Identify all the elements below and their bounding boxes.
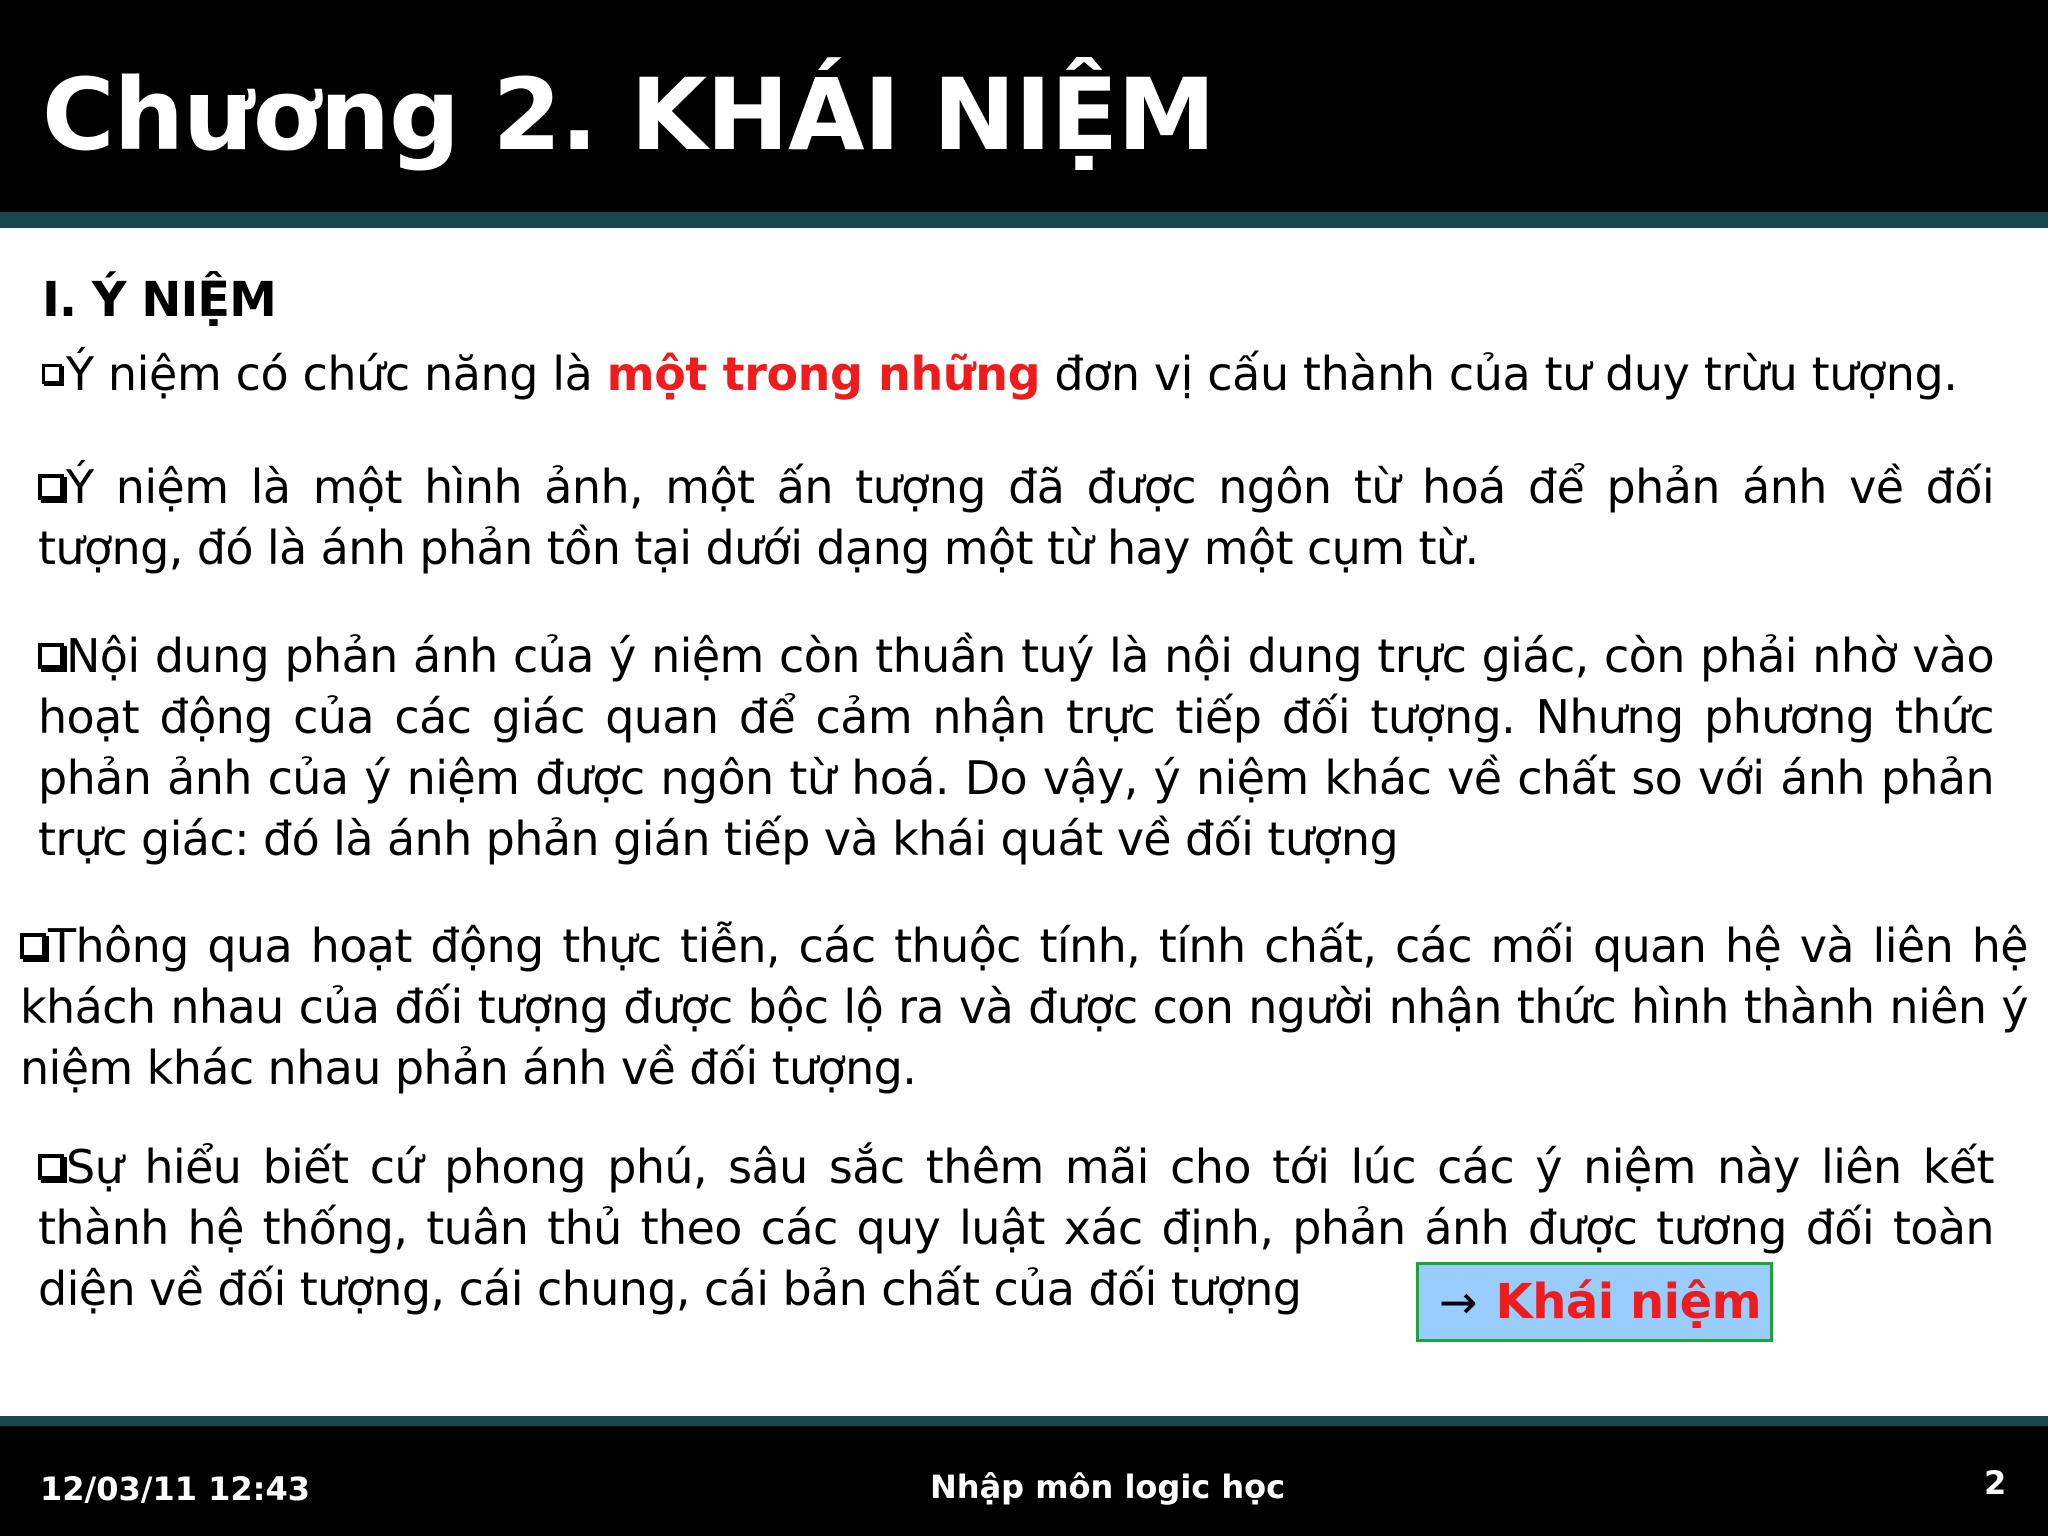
hollow-square-bullet-icon <box>42 364 62 384</box>
hollow-square-bullet-icon <box>38 474 64 500</box>
paragraph-1-highlight: một trong những <box>606 347 1041 401</box>
paragraph-5-text: Sự hiểu biết cứ phong phú, sâu sắc thêm mãi cho tới lúc các ý niệm này liên kết thành hệ thống, tuân thủ theo các quy luật xác định, phản ánh được tương đối toàn diện về đối tượng, cái chung, cái bản chất của đối tượng <box>38 1140 1994 1316</box>
paragraph-2 <box>38 457 1994 579</box>
slide-title: Chương 2. KHÁI NIỆM <box>42 58 1215 173</box>
paragraph-1-text-after: đơn vị cấu thành của tư duy trừu tượng. <box>1040 347 1958 401</box>
hollow-square-bullet-icon <box>38 1154 64 1180</box>
footer-divider <box>0 1416 2048 1426</box>
slide-footer <box>0 1426 2048 1536</box>
right-arrow-icon: → <box>1439 1275 1478 1329</box>
section-title: I. Ý NIỆM <box>42 272 276 328</box>
paragraph-3 <box>38 626 1994 870</box>
page-number: 2 <box>1984 1464 2007 1502</box>
header-divider <box>0 212 2048 228</box>
conclusion-label: Khái niệm <box>1495 1274 1762 1330</box>
paragraph-2-text: Ý niệm là một hình ảnh, một ấn tượng đã được ngôn từ hoá để phản ánh về đối tượng, đó là ánh phản tồn tại dưới dạng một từ hay một cụm từ. <box>38 460 1994 575</box>
conclusion-box <box>1416 1262 1773 1342</box>
hollow-square-bullet-icon <box>20 933 46 959</box>
paragraph-1 <box>42 344 2002 405</box>
footer-course-title: Nhập môn logic học <box>930 1468 1286 1506</box>
paragraph-4-text: Thông qua hoạt động thực tiễn, các thuộc tính, tính chất, các mối quan hệ và liên hệ khách nhau của đối tượng được bộc lộ ra và được con người nhận thức hình thành niên ý niệm khác nhau phản ánh về đối tượng. <box>20 919 2028 1095</box>
paragraph-4 <box>20 916 2028 1099</box>
slide-header <box>0 0 2048 212</box>
hollow-square-bullet-icon <box>38 643 64 669</box>
paragraph-3-text: Nội dung phản ánh của ý niệm còn thuần tuý là nội dung trực giác, còn phải nhờ vào hoạt động của các giác quan để cảm nhận trực tiếp đối tượng. Nhưng phương thức phản ảnh của ý niệm được ngôn từ hoá. Do vậy, ý niệm khác về chất so với ánh phản trực giác: đó là ánh phản gián tiếp và khái quát về đối tượng <box>38 629 1994 866</box>
paragraph-1-text-before: Ý niệm có chức năng là <box>66 347 607 401</box>
footer-date: 12/03/11 12:43 <box>40 1470 310 1508</box>
